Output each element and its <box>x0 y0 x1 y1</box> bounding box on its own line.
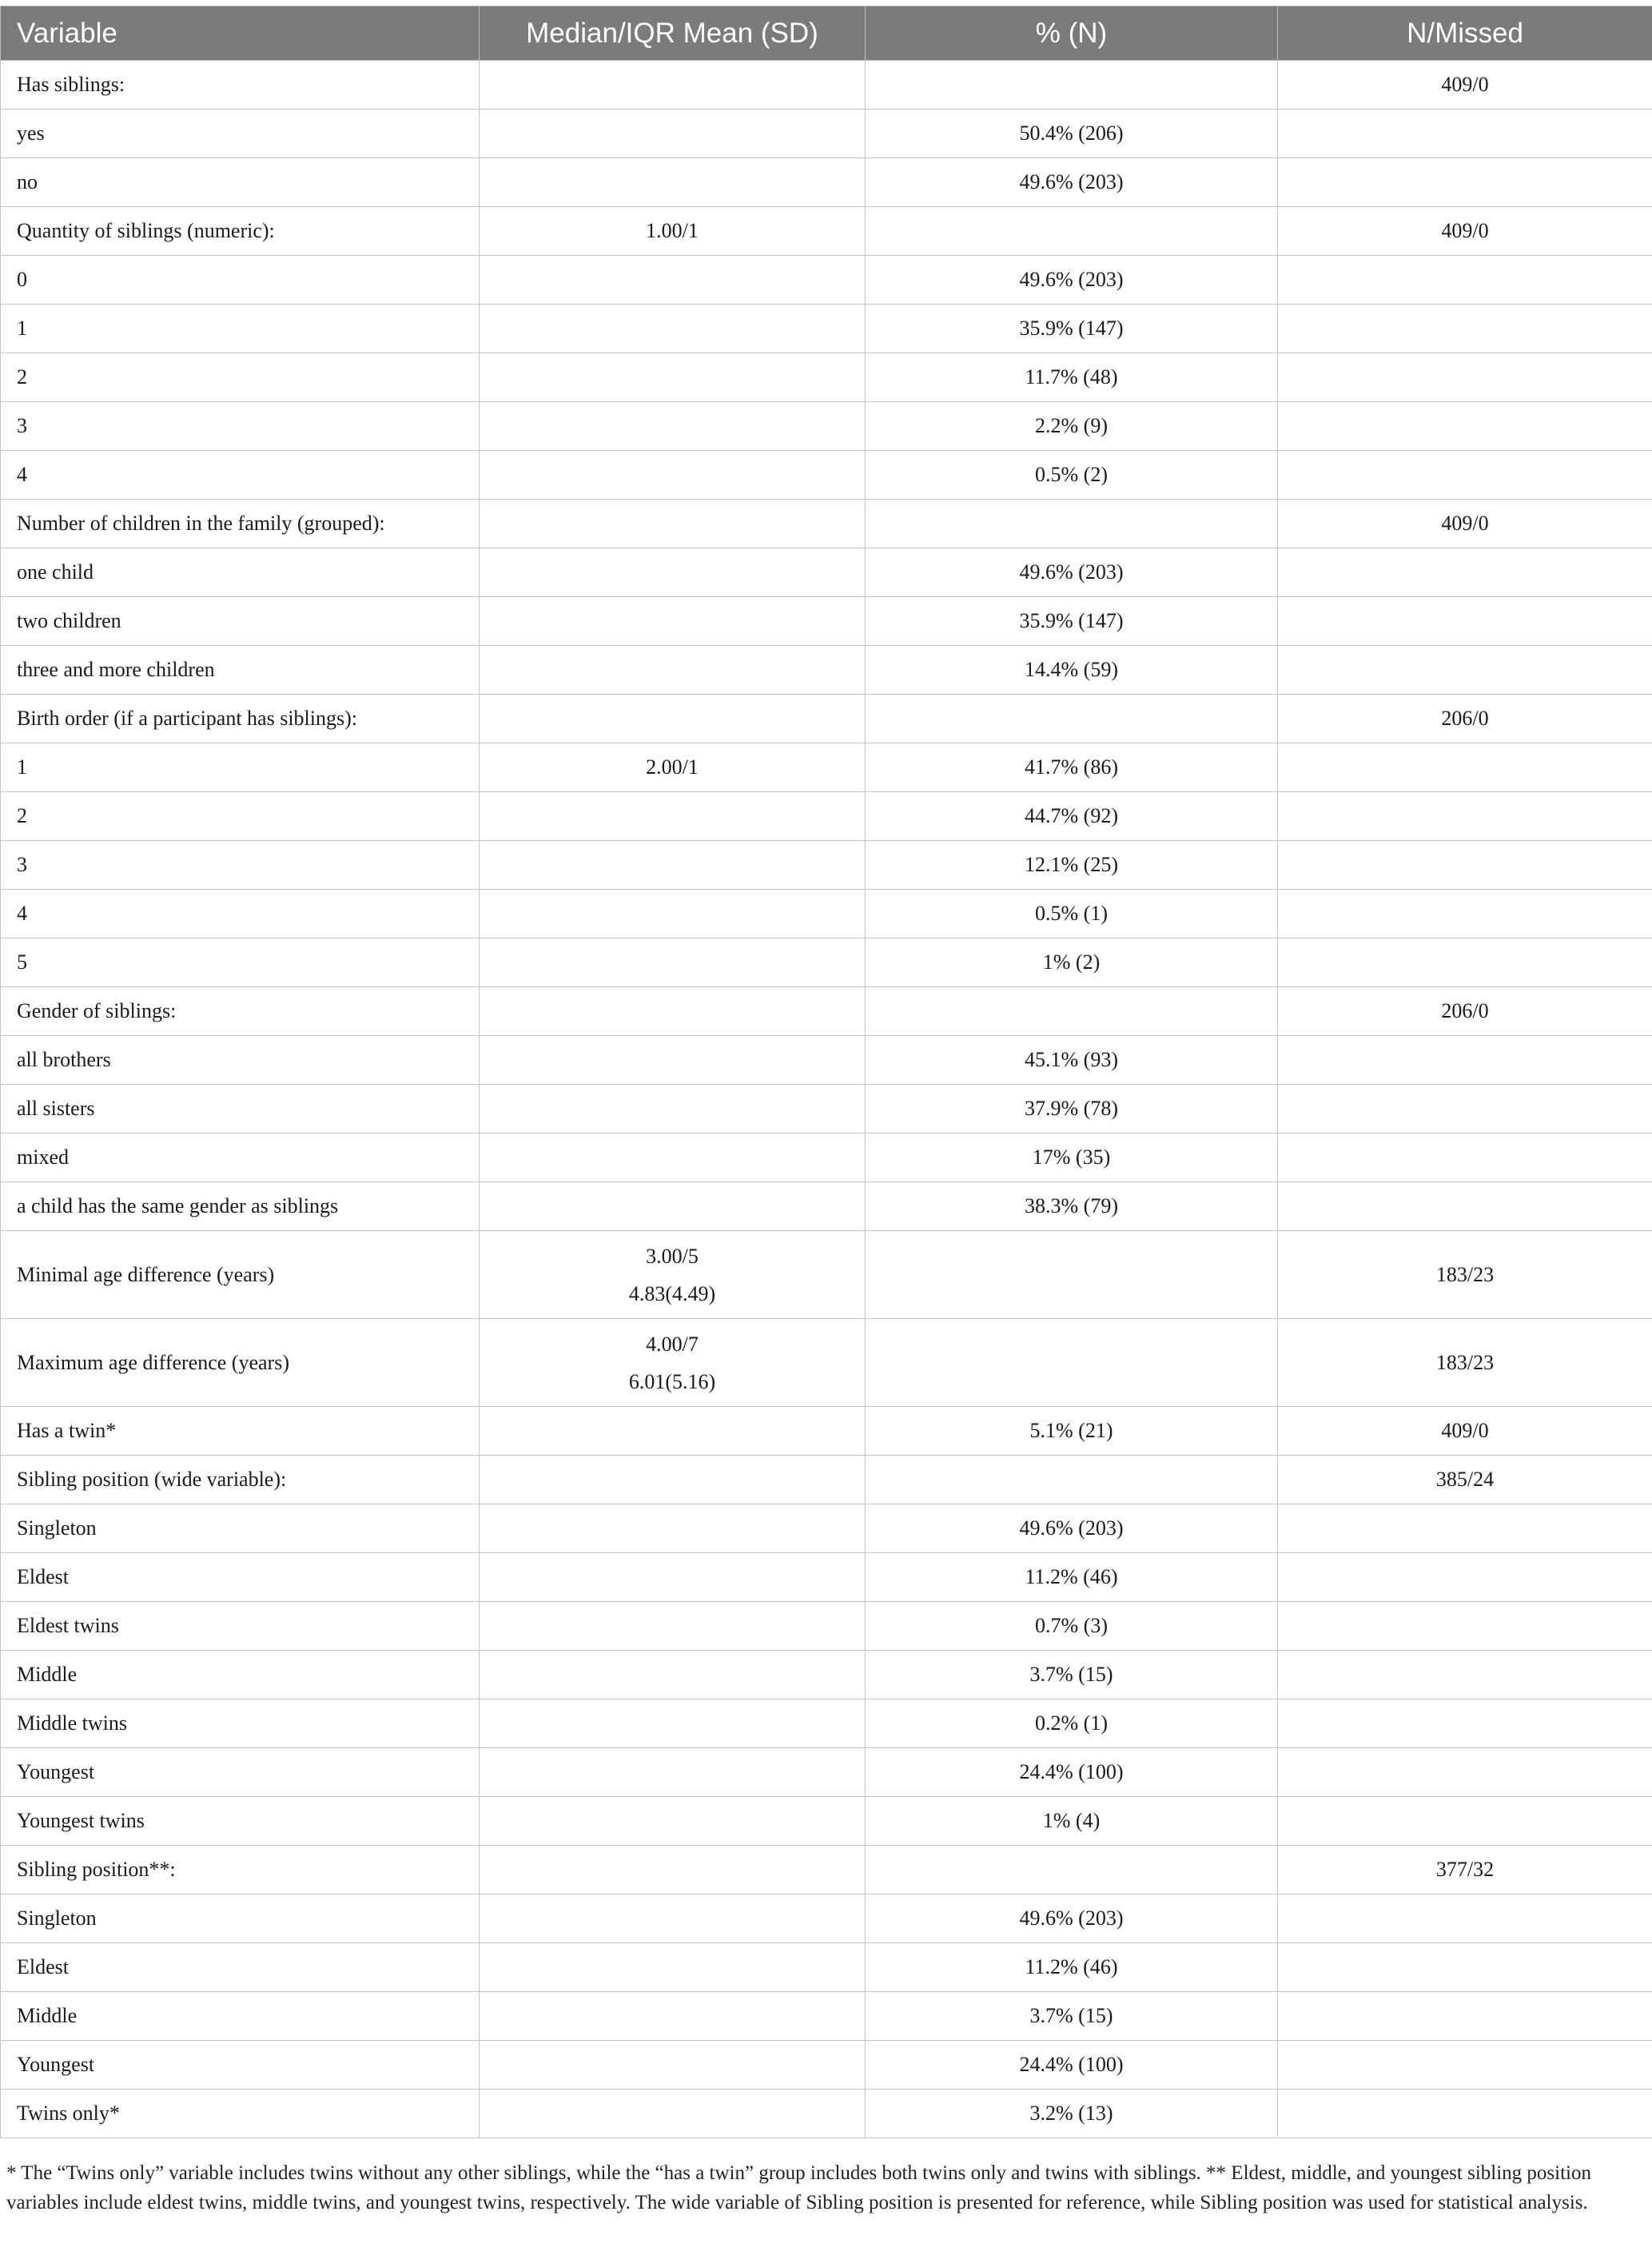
cell-variable: 3 <box>1 402 480 451</box>
cell-median-iqr-mean-sd <box>480 646 866 695</box>
table-row <box>1 1602 1652 1651</box>
cell-percent-n <box>866 1846 1278 1894</box>
cell-percent-n: 14.4% (59) <box>866 646 1278 695</box>
cell-percent-n: 49.6% (203) <box>866 1504 1278 1553</box>
cell-variable: Quantity of siblings (numeric): <box>1 207 480 256</box>
cell-percent-n: 0.7% (3) <box>866 1602 1278 1651</box>
cell-median-iqr-mean-sd <box>480 1992 866 2041</box>
cell-median-iqr-mean-sd <box>480 1797 866 1846</box>
cell-median-iqr-mean-sd <box>480 451 866 500</box>
cell-median-iqr-mean-sd <box>480 158 866 207</box>
cell-median-iqr-mean-sd <box>480 1407 866 1456</box>
cell-percent-n: 49.6% (203) <box>866 256 1278 305</box>
cell-n-missed <box>1278 353 1652 402</box>
cell-percent-n: 49.6% (203) <box>866 1894 1278 1943</box>
cell-n-missed <box>1278 841 1652 890</box>
cell-percent-n: 38.3% (79) <box>866 1182 1278 1231</box>
table-row <box>1 1992 1652 2041</box>
cell-percent-n: 37.9% (78) <box>866 1085 1278 1133</box>
table-row <box>1 987 1652 1036</box>
table-row <box>1 61 1652 110</box>
cell-percent-n: 35.9% (147) <box>866 305 1278 353</box>
cell-variable: Sibling position (wide variable): <box>1 1456 480 1504</box>
cell-percent-n: 5.1% (21) <box>866 1407 1278 1456</box>
cell-n-missed <box>1278 1992 1652 2041</box>
cell-n-missed <box>1278 1602 1652 1651</box>
cell-n-missed <box>1278 402 1652 451</box>
table-row <box>1 2041 1652 2090</box>
cell-median-iqr-mean-sd <box>480 890 866 938</box>
cell-percent-n: 50.4% (206) <box>866 110 1278 158</box>
cell-percent-n: 3.7% (15) <box>866 1992 1278 2041</box>
cell-median-iqr-mean-sd <box>480 987 866 1036</box>
cell-median-iqr-mean-sd <box>480 305 866 353</box>
cell-median-iqr-mean-sd <box>480 1651 866 1699</box>
cell-n-missed: 377/32 <box>1278 1846 1652 1894</box>
cell-median-iqr-mean-sd <box>480 1553 866 1602</box>
cell-median-iqr-mean-sd <box>480 110 866 158</box>
cell-median-iqr-mean-sd <box>480 1943 866 1992</box>
cell-variable: 4 <box>1 890 480 938</box>
cell-median-iqr-mean-sd <box>480 841 866 890</box>
cell-median-iqr-mean-sd <box>480 1319 866 1407</box>
table-row <box>1 1748 1652 1797</box>
cell-percent-n: 0.5% (1) <box>866 890 1278 938</box>
cell-variable: Youngest <box>1 1748 480 1797</box>
table-row <box>1 1456 1652 1504</box>
cell-variable: 0 <box>1 256 480 305</box>
table-row <box>1 110 1652 158</box>
mean-sd-value: 4.83(4.49) <box>628 1281 716 1305</box>
table-header <box>1 6 1652 61</box>
cell-percent-n: 41.7% (86) <box>866 743 1278 792</box>
cell-n-missed: 183/23 <box>1278 1231 1652 1319</box>
cell-n-missed <box>1278 1651 1652 1699</box>
cell-n-missed <box>1278 743 1652 792</box>
cell-median-iqr-mean-sd <box>480 2041 866 2090</box>
cell-variable: Middle twins <box>1 1699 480 1748</box>
table-row <box>1 792 1652 841</box>
median-iqr-value: 3.00/5 <box>646 1244 699 1268</box>
cell-n-missed <box>1278 110 1652 158</box>
cell-n-missed <box>1278 2041 1652 2090</box>
cell-median-iqr-mean-sd <box>480 1602 866 1651</box>
cell-variable: Eldest twins <box>1 1602 480 1651</box>
cell-median-iqr-mean-sd <box>480 1133 866 1182</box>
cell-percent-n: 3.7% (15) <box>866 1651 1278 1699</box>
table-row <box>1 1699 1652 1748</box>
cell-percent-n: 1% (4) <box>866 1797 1278 1846</box>
cell-percent-n <box>866 1231 1278 1319</box>
cell-n-missed <box>1278 938 1652 987</box>
cell-variable: a child has the same gender as siblings <box>1 1182 480 1231</box>
cell-variable: all brothers <box>1 1036 480 1085</box>
cell-percent-n: 12.1% (25) <box>866 841 1278 890</box>
table-row <box>1 1797 1652 1846</box>
cell-percent-n: 1% (2) <box>866 938 1278 987</box>
table-row <box>1 1553 1652 1602</box>
cell-median-iqr-mean-sd <box>480 1456 866 1504</box>
cell-n-missed <box>1278 1553 1652 1602</box>
table-row <box>1 548 1652 597</box>
table-row <box>1 1894 1652 1943</box>
cell-percent-n: 17% (35) <box>866 1133 1278 1182</box>
cell-median-iqr-mean-sd <box>480 2090 866 2138</box>
cell-variable: 1 <box>1 305 480 353</box>
table-row <box>1 1407 1652 1456</box>
cell-variable: Singleton <box>1 1504 480 1553</box>
table-row <box>1 158 1652 207</box>
cell-percent-n: 0.5% (2) <box>866 451 1278 500</box>
table-row <box>1 1085 1652 1133</box>
cell-variable: Eldest <box>1 1943 480 1992</box>
cell-n-missed <box>1278 597 1652 646</box>
table-row <box>1 2090 1652 2138</box>
cell-n-missed: 409/0 <box>1278 500 1652 548</box>
cell-n-missed: 409/0 <box>1278 61 1652 110</box>
cell-percent-n <box>866 987 1278 1036</box>
cell-percent-n <box>866 695 1278 743</box>
cell-median-iqr-mean-sd <box>480 938 866 987</box>
cell-percent-n: 49.6% (203) <box>866 158 1278 207</box>
cell-median-iqr-mean-sd <box>480 353 866 402</box>
cell-variable: Maximum age difference (years) <box>1 1319 480 1407</box>
cell-percent-n: 11.7% (48) <box>866 353 1278 402</box>
cell-n-missed <box>1278 1943 1652 1992</box>
cell-n-missed <box>1278 646 1652 695</box>
header-median-iqr-mean-sd: Median/IQR Mean (SD) <box>480 6 866 61</box>
table-row <box>1 1943 1652 1992</box>
cell-variable: Has siblings: <box>1 61 480 110</box>
cell-percent-n <box>866 1456 1278 1504</box>
cell-variable: no <box>1 158 480 207</box>
header-variable: Variable <box>1 6 480 61</box>
cell-n-missed: 409/0 <box>1278 207 1652 256</box>
cell-variable: Birth order (if a participant has siblings): <box>1 695 480 743</box>
table-row <box>1 1182 1652 1231</box>
cell-variable: 4 <box>1 451 480 500</box>
cell-n-missed <box>1278 1085 1652 1133</box>
table-row <box>1 841 1652 890</box>
cell-n-missed <box>1278 1748 1652 1797</box>
cell-variable: 2 <box>1 353 480 402</box>
table-row <box>1 305 1652 353</box>
cell-percent-n: 11.2% (46) <box>866 1943 1278 1992</box>
table-row <box>1 743 1652 792</box>
cell-percent-n: 35.9% (147) <box>866 597 1278 646</box>
median-iqr-value: 4.00/7 <box>646 1332 699 1356</box>
table-row <box>1 207 1652 256</box>
cell-median-iqr-mean-sd <box>480 792 866 841</box>
table-row <box>1 500 1652 548</box>
cell-median-iqr-mean-sd <box>480 1894 866 1943</box>
cell-n-missed <box>1278 1797 1652 1846</box>
header-percent-n: % (N) <box>866 6 1278 61</box>
cell-n-missed <box>1278 1036 1652 1085</box>
cell-percent-n: 24.4% (100) <box>866 1748 1278 1797</box>
table-row <box>1 1651 1652 1699</box>
cell-variable: 2 <box>1 792 480 841</box>
cell-variable: yes <box>1 110 480 158</box>
cell-percent-n: 49.6% (203) <box>866 548 1278 597</box>
cell-n-missed <box>1278 548 1652 597</box>
cell-median-iqr-mean-sd <box>480 1182 866 1231</box>
cell-variable: 1 <box>1 743 480 792</box>
cell-variable: two children <box>1 597 480 646</box>
table-row <box>1 1319 1652 1407</box>
table-body <box>1 61 1652 2138</box>
cell-median-iqr-mean-sd <box>480 256 866 305</box>
table-row <box>1 353 1652 402</box>
cell-percent-n: 45.1% (93) <box>866 1036 1278 1085</box>
table-row <box>1 451 1652 500</box>
cell-n-missed: 385/24 <box>1278 1456 1652 1504</box>
cell-variable: Singleton <box>1 1894 480 1943</box>
cell-median-iqr-mean-sd <box>480 695 866 743</box>
cell-percent-n: 44.7% (92) <box>866 792 1278 841</box>
cell-n-missed <box>1278 305 1652 353</box>
cell-percent-n <box>866 207 1278 256</box>
cell-median-iqr-mean-sd <box>480 548 866 597</box>
cell-variable: Twins only* <box>1 2090 480 2138</box>
table-row <box>1 402 1652 451</box>
header-row <box>1 6 1652 61</box>
data-table <box>0 6 1652 2138</box>
cell-percent-n: 0.2% (1) <box>866 1699 1278 1748</box>
cell-percent-n <box>866 1319 1278 1407</box>
cell-variable: Eldest <box>1 1553 480 1602</box>
cell-percent-n: 3.2% (13) <box>866 2090 1278 2138</box>
cell-n-missed: 409/0 <box>1278 1407 1652 1456</box>
table-row <box>1 256 1652 305</box>
table-row <box>1 1846 1652 1894</box>
cell-median-iqr-mean-sd <box>480 1699 866 1748</box>
cell-median-iqr-mean-sd <box>480 1231 866 1319</box>
cell-n-missed <box>1278 1133 1652 1182</box>
cell-median-iqr-mean-sd <box>480 597 866 646</box>
cell-median-iqr-mean-sd <box>480 1748 866 1797</box>
cell-percent-n: 11.2% (46) <box>866 1553 1278 1602</box>
cell-variable: Gender of siblings: <box>1 987 480 1036</box>
cell-variable: Middle <box>1 1992 480 2041</box>
cell-n-missed <box>1278 890 1652 938</box>
cell-median-iqr-mean-sd <box>480 1846 866 1894</box>
table-row <box>1 890 1652 938</box>
cell-percent-n: 24.4% (100) <box>866 2041 1278 2090</box>
cell-variable: one child <box>1 548 480 597</box>
cell-percent-n <box>866 500 1278 548</box>
table-row <box>1 695 1652 743</box>
cell-median-iqr-mean-sd <box>480 1036 866 1085</box>
cell-n-missed <box>1278 1504 1652 1553</box>
cell-median-iqr-mean-sd: 2.00/1 <box>480 743 866 792</box>
cell-n-missed <box>1278 1699 1652 1748</box>
cell-variable: three and more children <box>1 646 480 695</box>
cell-median-iqr-mean-sd <box>480 61 866 110</box>
cell-n-missed: 206/0 <box>1278 695 1652 743</box>
cell-n-missed <box>1278 451 1652 500</box>
cell-n-missed <box>1278 792 1652 841</box>
cell-median-iqr-mean-sd <box>480 500 866 548</box>
cell-variable: all sisters <box>1 1085 480 1133</box>
cell-n-missed: 183/23 <box>1278 1319 1652 1407</box>
cell-percent-n <box>866 61 1278 110</box>
cell-variable: mixed <box>1 1133 480 1182</box>
cell-variable: Middle <box>1 1651 480 1699</box>
table-row <box>1 597 1652 646</box>
table-row <box>1 646 1652 695</box>
cell-median-iqr-mean-sd <box>480 1085 866 1133</box>
cell-median-iqr-mean-sd <box>480 1504 866 1553</box>
cell-variable: Has a twin* <box>1 1407 480 1456</box>
cell-variable: Sibling position**: <box>1 1846 480 1894</box>
table-row <box>1 1036 1652 1085</box>
table-footnote: * The “Twins only” variable includes twins without any other siblings, while the “has a twin” group includes both twins only and twins with siblings. ** Eldest, middle, and youngest sibling position variables include eldest twins, middle twins, and youngest twins, respectively. The wide variable of Sibling position is presented for reference, while Sibling position was used for statistical analysis. <box>6 2162 1591 2213</box>
cell-n-missed <box>1278 1182 1652 1231</box>
cell-n-missed <box>1278 256 1652 305</box>
cell-median-iqr-mean-sd <box>480 402 866 451</box>
cell-n-missed <box>1278 158 1652 207</box>
table-row <box>1 1231 1652 1319</box>
cell-variable: 3 <box>1 841 480 890</box>
cell-variable: Minimal age difference (years) <box>1 1231 480 1319</box>
cell-n-missed: 206/0 <box>1278 987 1652 1036</box>
cell-variable: Youngest twins <box>1 1797 480 1846</box>
header-n-missed: N/Missed <box>1278 6 1652 61</box>
table-row <box>1 1504 1652 1553</box>
cell-n-missed <box>1278 2090 1652 2138</box>
cell-percent-n: 2.2% (9) <box>866 402 1278 451</box>
cell-variable: 5 <box>1 938 480 987</box>
mean-sd-value: 6.01(5.16) <box>628 1369 716 1393</box>
cell-variable: Youngest <box>1 2041 480 2090</box>
table-row <box>1 938 1652 987</box>
cell-median-iqr-mean-sd: 1.00/1 <box>480 207 866 256</box>
cell-variable: Number of children in the family (grouped): <box>1 500 480 548</box>
table-row <box>1 1133 1652 1182</box>
cell-n-missed <box>1278 1894 1652 1943</box>
